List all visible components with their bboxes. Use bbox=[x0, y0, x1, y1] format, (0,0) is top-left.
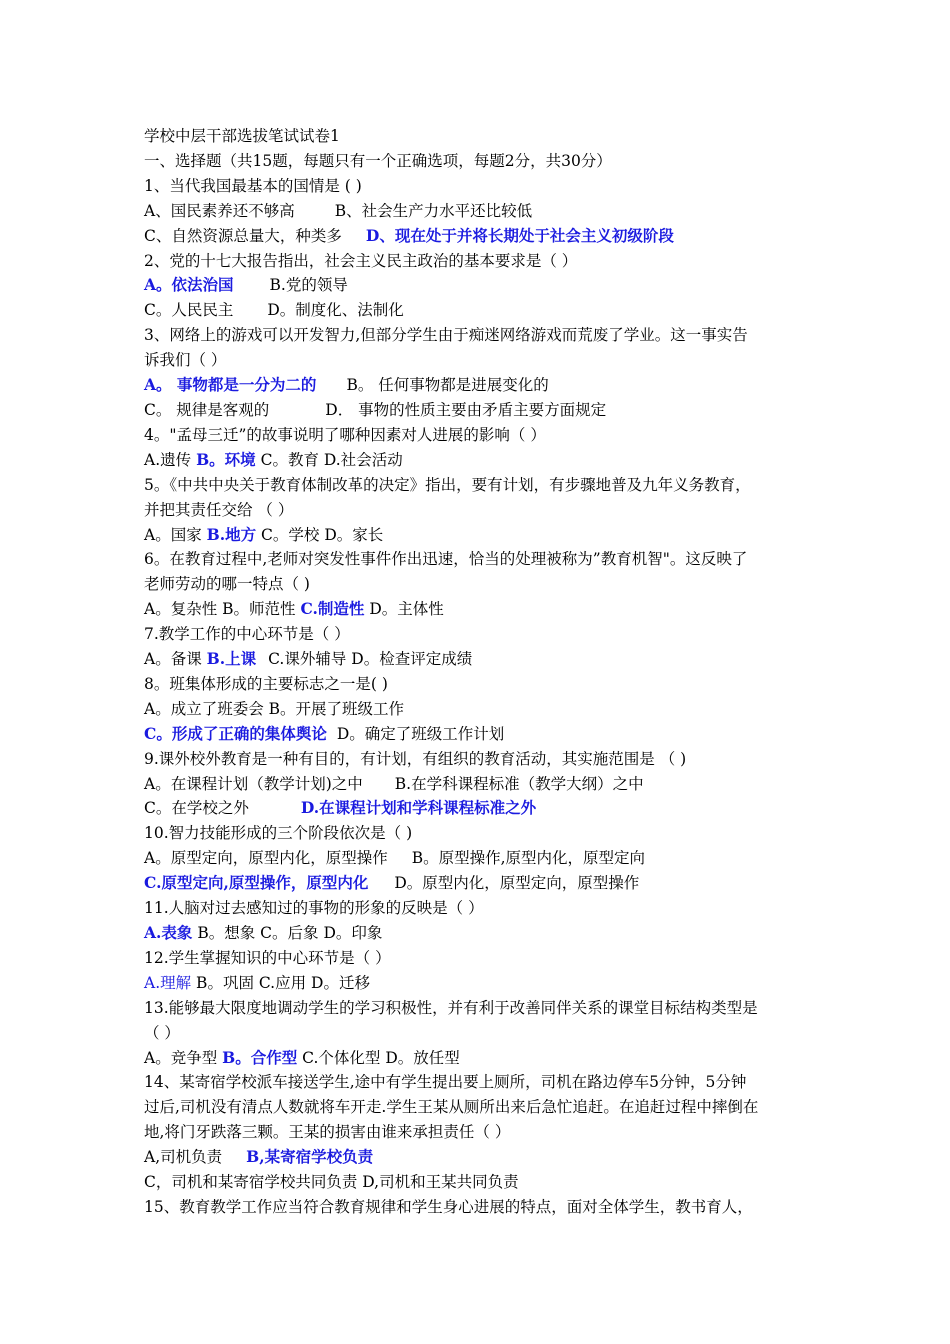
text-segment: C、自然资源总量大，种类多 bbox=[144, 226, 342, 245]
text-segment: C，司机和某寄宿学校共同负责 D,司机和王某共同负责 bbox=[144, 1173, 519, 1192]
text-segment: C.个体化型 D。放任型 bbox=[297, 1048, 460, 1067]
answer-option: B.地方 bbox=[206, 524, 257, 544]
answer-option: B。环境 bbox=[196, 449, 256, 469]
answer-option: D.在课程计划和学科课程标准之外 bbox=[300, 798, 537, 818]
text-segment: A。竞争型 bbox=[144, 1048, 223, 1067]
answer-option: C。形成了正确的集体舆论 bbox=[144, 723, 327, 743]
text-segment: 5。《中共中央关于教育体制改革的决定》指出，要有计划，有步骤地普及九年义务教育， bbox=[144, 475, 751, 494]
text-segment: C。教育 D.社会活动 bbox=[255, 450, 403, 469]
text-segment: B。原型操作,原型内化，原型定向 bbox=[411, 849, 646, 868]
text-segment: A,司机负责 bbox=[144, 1148, 223, 1167]
text-line bbox=[144, 547, 812, 572]
text-segment: 15、教育教学工作应当符合教育规律和学生身心进展的特点，面对全体学生，教书育人， bbox=[144, 1197, 753, 1216]
text-line bbox=[144, 896, 812, 921]
text-segment: C.课外辅导 D。检查评定成绩 bbox=[268, 650, 473, 669]
answer-option: B。合作型 bbox=[222, 1047, 298, 1067]
text-segment: 6。在教育过程中,老师对突发性事件作出迅速，恰当的处理被称为”教育机智"。这反映了 bbox=[144, 550, 748, 569]
text-line bbox=[144, 1170, 812, 1195]
text-segment: A。成立了班委会 B。开展了班级工作 bbox=[144, 699, 405, 718]
text-line bbox=[144, 697, 812, 722]
answer-option: B.上课 bbox=[206, 649, 257, 669]
text-segment: B、社会生产力水平还比较低 bbox=[334, 201, 533, 220]
text-line bbox=[144, 249, 812, 274]
text-segment: A、国民素养还不够高 bbox=[144, 201, 295, 220]
text-segment: B。想象 C。后象 D。印象 bbox=[192, 924, 383, 942]
text-line bbox=[144, 498, 812, 523]
text-line bbox=[144, 373, 812, 398]
text-segment: 并把其责任交给 （ ） bbox=[144, 500, 294, 519]
text-line bbox=[144, 1095, 812, 1120]
text-segment: 老师劳动的哪一特点（ ) bbox=[144, 575, 310, 594]
text-line bbox=[144, 747, 812, 772]
text-line bbox=[144, 224, 812, 249]
text-segment: A。国家 bbox=[144, 525, 207, 544]
text-line bbox=[144, 423, 812, 448]
text-line bbox=[144, 672, 812, 697]
text-line bbox=[144, 298, 812, 323]
text-line bbox=[144, 1145, 812, 1170]
text-line bbox=[144, 1120, 812, 1145]
text-line bbox=[144, 348, 812, 373]
text-line bbox=[144, 722, 812, 747]
text-segment: C。 规律是客观的 bbox=[144, 400, 270, 419]
section-heading: 一、选择题（共15题，每题只有一个正确选项，每题2分，共30分） bbox=[144, 151, 612, 170]
text-line bbox=[144, 946, 812, 971]
text-line bbox=[144, 772, 812, 797]
text-segment: D． 事物的性质主要由矛盾主要方面规定 bbox=[325, 400, 607, 419]
text-segment: 诉我们（ ） bbox=[144, 351, 227, 370]
answer-option: D、现在处于并将长期处于社会主义初级阶段 bbox=[365, 225, 674, 245]
text-segment: 地,将门牙跌落三颗。王某的损害由谁来承担责任（ ） bbox=[144, 1123, 511, 1142]
document-title: 学校中层干部选拔笔试试卷1 bbox=[144, 127, 340, 145]
text-line bbox=[144, 473, 812, 498]
text-line bbox=[144, 523, 812, 548]
text-segment: 13.能够最大限度地调动学生的学习积极性，并有利于改善同伴关系的课堂目标结构类型是 bbox=[144, 998, 758, 1017]
text-segment: 9.课外校外教育是一种有目的，有计划，有组织的教育活动，其实施范围是 （ ) bbox=[144, 749, 687, 768]
answer-option: A。依法治国 bbox=[144, 275, 234, 295]
text-segment: 4。"孟母三迁”的故事说明了哪种因素对人进展的影响（ ） bbox=[144, 425, 546, 444]
text-line bbox=[144, 273, 812, 298]
text-line bbox=[144, 796, 812, 821]
text-line bbox=[144, 996, 812, 1021]
text-segment: C。在学校之外 bbox=[144, 799, 249, 818]
text-segment: B。巩固 C.应用 D。迁移 bbox=[191, 973, 370, 992]
answer-option: C.制造性 bbox=[300, 599, 365, 619]
answer-option: A.表象 bbox=[144, 923, 193, 942]
text-line bbox=[144, 846, 812, 871]
text-line bbox=[144, 1046, 812, 1071]
text-line bbox=[144, 572, 812, 597]
document-body bbox=[144, 124, 812, 1220]
text-segment: 过后,司机没有清点人数就将车开走.学生王某从厕所出来后急忙追赶。在追赶过程中摔倒在 bbox=[144, 1098, 759, 1117]
text-line bbox=[144, 622, 812, 647]
text-line bbox=[144, 199, 812, 224]
text-segment: 12.学生掌握知识的中心环节是（ ） bbox=[144, 948, 391, 967]
text-segment: 11.人脑对过去感知过的事物的形象的反映是（ ） bbox=[144, 899, 484, 918]
text-line bbox=[144, 1070, 812, 1095]
text-segment: A。在课程计划（教学计划)之中 bbox=[144, 774, 363, 793]
text-line bbox=[144, 323, 812, 348]
answer-option: C.原型定向,原型操作，原型内化 bbox=[144, 873, 369, 893]
text-segment: 10.智力技能形成的三个阶段依次是（ ) bbox=[144, 824, 413, 843]
text-segment: A。原型定向，原型内化，原型操作 bbox=[144, 849, 388, 868]
text-line bbox=[144, 448, 812, 473]
text-segment: B.在学科课程标准（教学大纲）之中 bbox=[394, 774, 644, 793]
text-segment: D。原型内化，原型定向，原型操作 bbox=[394, 874, 640, 893]
text-line bbox=[144, 871, 812, 896]
text-line bbox=[144, 821, 812, 846]
text-segment: C。人民民主 bbox=[144, 301, 234, 320]
text-segment: （ ） bbox=[144, 1023, 180, 1042]
text-segment: D。制度化、法制化 bbox=[267, 301, 404, 320]
text-segment: 8。班集体形成的主要标志之一是( ) bbox=[144, 674, 388, 693]
text-line bbox=[144, 174, 812, 199]
text-line bbox=[144, 597, 812, 622]
text-segment: B。 任何事物都是进展变化的 bbox=[346, 376, 549, 395]
text-segment: 1、当代我国最基本的国情是 ( ) bbox=[144, 176, 362, 195]
text-segment: C。学校 D。家长 bbox=[256, 525, 384, 544]
answer-option: A。 事物都是一分为二的 bbox=[144, 375, 317, 395]
text-segment: D。确定了班级工作计划 bbox=[336, 724, 505, 743]
text-line bbox=[144, 398, 812, 423]
question-list bbox=[144, 174, 812, 1220]
text-line bbox=[144, 1021, 812, 1046]
text-segment: D。主体性 bbox=[364, 600, 444, 619]
text-segment: A.遗传 bbox=[144, 450, 197, 469]
text-segment: 3、网络上的游戏可以开发智力,但部分学生由于痴迷网络游戏而荒废了学业。这一事实告 bbox=[144, 326, 748, 345]
text-line bbox=[144, 921, 812, 946]
text-segment: A。复杂性 B。师范性 bbox=[144, 600, 301, 619]
text-segment: 14、某寄宿学校派车接送学生,途中有学生提出要上厕所，司机在路边停车5分钟，5分钟 bbox=[144, 1073, 747, 1092]
answer-option: A.理解 bbox=[144, 973, 192, 992]
text-line bbox=[144, 1195, 812, 1220]
text-segment: B.党的领导 bbox=[269, 276, 348, 295]
answer-option: B,某寄宿学校负责 bbox=[246, 1147, 374, 1167]
text-segment: 2、党的十七大报告指出，社会主义民主政治的基本要求是（ ） bbox=[144, 251, 578, 270]
text-segment: A。备课 bbox=[144, 650, 207, 669]
text-line bbox=[144, 971, 812, 996]
text-segment: 7.教学工作的中心环节是（ ） bbox=[144, 625, 350, 644]
text-line bbox=[144, 647, 812, 672]
